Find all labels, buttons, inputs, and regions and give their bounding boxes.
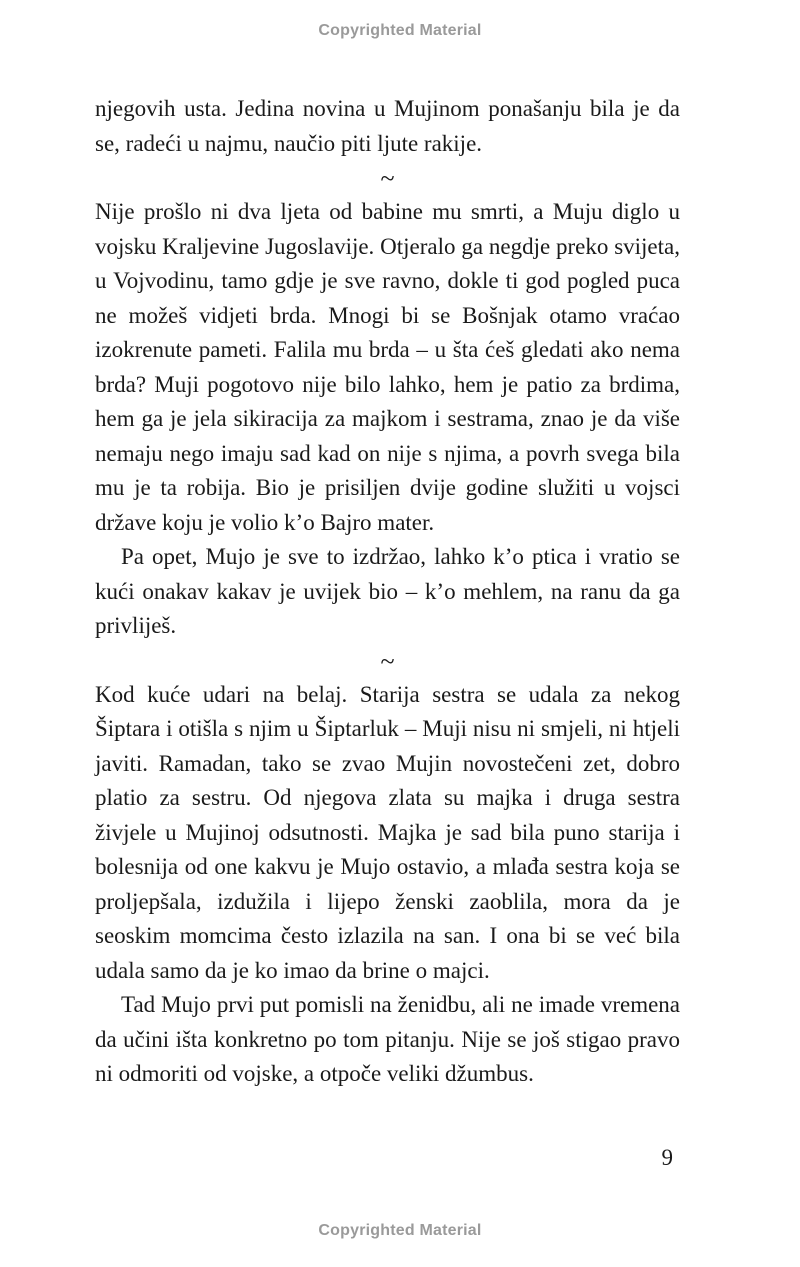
paragraph-3: Pa opet, Mujo je sve to izdržao, lahko k’o ptica i vratio se kući onakav kakav je uvijek bio – k’o mehlem, na ranu da ga privliješ. — [95, 544, 680, 638]
copyright-watermark-top: Copyrighted Material — [318, 22, 482, 39]
paragraph-2: Nije prošlo ni dva ljeta od babine mu smrti, a Muju diglo u vojsku Kraljevine Jugoslavije. Otjeralo ga negdje preko svijeta, u Vojvodinu, tamo gdje je sve ravno, dokle ti god pogled puca ne možeš vidjeti brda. Mnogi bi se Bošnjak otamo vraćao izokrenute pameti. Falila mu brda – u šta ćeš gledati ako nema brda? Muji pogotovo nije bilo lahko, hem je patio za brdima, hem ga je jela sikiracija za majkom i sestrama, znao je da više nemaju nego imaju sad kad on nije s njima, a povrh svega bila mu je ta robija. Bio je prisiljen dvije godine služiti u vojsci države koju je volio k’o Bajro mater. — [95, 199, 680, 535]
section-break-ornament-1: ~ — [380, 164, 395, 193]
copyright-watermark-bottom: Copyrighted Material — [318, 1222, 482, 1239]
page-body — [95, 92, 680, 1092]
page-number: 9 — [661, 1145, 673, 1170]
paragraph-5: Tad Mujo prvi put pomisli na ženidbu, ali ne imade vremena da učini išta konkretno po tom pitanju. Nije se još stigao pravo ni odmoriti od vojske, a otpoče veliki džumbus. — [95, 992, 680, 1086]
paragraph-1: njegovih usta. Jedina novina u Mujinom ponašanju bila je da se, radeći u najmu, naučio piti ljute rakije. — [95, 96, 680, 156]
paragraph-4: Kod kuće udari na belaj. Starija sestra se udala za nekog Šiptara i otišla s njim u Šiptarluk – Muji nisu ni smjeli, ni htjeli javiti. Ramadan, tako se zvao Mujin novostečeni zet, dobro platio za sestru. Od njegova zlata su majka i druga sestra živjele u Mujinoj odsutnosti. Majka je sad bila puno starija i bolesnija od one kakvu je Mujo ostavio, a mlađa sestra koja se proljepšala, izdužila i lijepo ženski zaoblila, mora da je seoskim momcima često izlazila na san. I ona bi se već bila udala samo da je ko imao da brine o majci. — [95, 681, 680, 983]
section-break-ornament-2: ~ — [380, 646, 395, 676]
